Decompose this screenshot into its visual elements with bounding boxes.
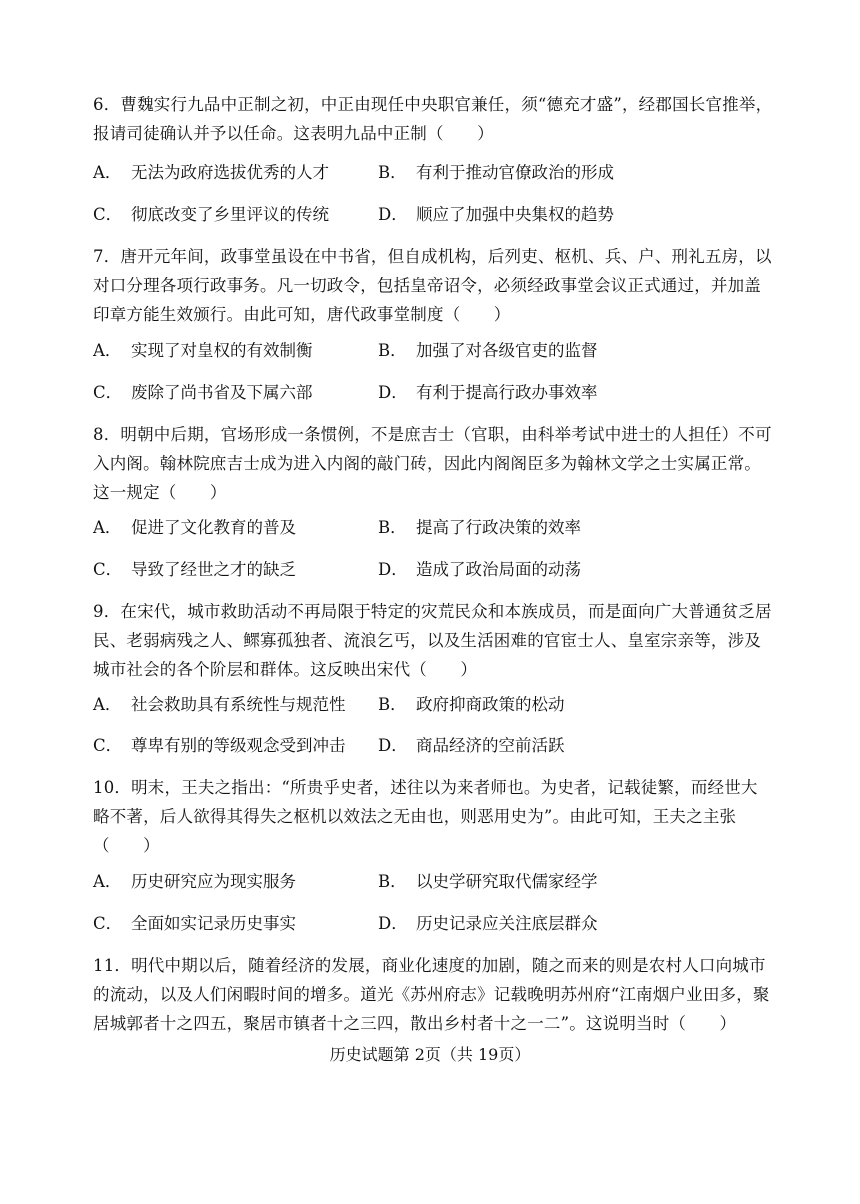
question-6 xyxy=(93,90,773,148)
question-9 xyxy=(93,597,773,684)
options-row xyxy=(93,909,773,938)
option-a[interactable]: A． 无法为政府选拔优秀的人才 xyxy=(93,163,329,182)
option-c[interactable]: C． 废除了尚书省及下属六部 xyxy=(93,383,313,402)
question-stem: 8．明朝中后期，官场形成一条惯例，不是庶吉士（官职，由科举考试中进士的人担任）不可入内阁。翰林院庶吉士成为进入内阁的敲门砖，因此内阁阁臣多为翰林文学之士实属正常。这一规定（ ） xyxy=(93,425,772,502)
option-d[interactable]: D． 造成了政治局面的动荡 xyxy=(378,560,581,579)
option-b[interactable]: B． 加强了对各级官吏的监督 xyxy=(378,341,598,360)
option-b[interactable]: B． 有利于推动官僚政治的形成 xyxy=(378,163,614,182)
option-d[interactable]: D． 商品经济的空前活跃 xyxy=(378,736,565,755)
option-a[interactable]: A． 实现了对皇权的有效制衡 xyxy=(93,341,313,360)
option-c[interactable]: C． 全面如实记录历史事实 xyxy=(93,914,296,933)
question-7 xyxy=(93,242,773,329)
question-11 xyxy=(93,951,773,1038)
question-stem: 11．明代中期以后，随着经济的发展，商业化速度的加剧，随之而来的则是农村人口向城市的流动，以及人们闲暇时间的增多。道光《苏州府志》记载晚明苏州府“江南烟户业田多，聚居城郭者十之四五，聚居市镇者十之三四，散出乡村者十之一二”。这说明当时（ ） xyxy=(93,956,770,1033)
options-row xyxy=(93,867,773,896)
question-10 xyxy=(93,773,773,860)
option-d[interactable]: D． 有利于提高行政办事效率 xyxy=(378,383,598,402)
options-row xyxy=(93,336,773,365)
option-d[interactable]: D． 历史记录应关注底层群众 xyxy=(378,914,598,933)
options-row xyxy=(93,378,773,407)
question-stem: 9．在宋代，城市救助活动不再局限于特定的灾荒民众和本族成员，而是面向广大普通贫乏居民、老弱病残之人、鳏寡孤独者、流浪乞丐，以及生活困难的官宦士人、皇室宗亲等，涉及城市社会的各个阶层和群体。这反映出宋代（ ） xyxy=(93,602,772,679)
option-a[interactable]: A． 历史研究应为现实服务 xyxy=(93,872,296,891)
question-stem: 7．唐开元年间，政事堂虽设在中书省，但自成机构，后列吏、枢机、兵、户、刑礼五房，以对口分理各项行政事务。凡一切政令，包括皇帝诏令，必须经政事堂会议正式通过，并加盖印章方能生效颁行。由此可知，唐代政事堂制度（ ） xyxy=(93,247,772,324)
options-row xyxy=(93,158,773,187)
options-row xyxy=(93,690,773,719)
option-b[interactable]: B． 提高了行政决策的效率 xyxy=(378,518,581,537)
option-a[interactable]: A． 社会救助具有系统性与规范性 xyxy=(93,695,346,714)
option-c[interactable]: C． 导致了经世之才的缺乏 xyxy=(93,560,296,579)
option-c[interactable]: C． 尊卑有别的等级观念受到冲击 xyxy=(93,736,346,755)
question-stem: 6．曹魏实行九品中正制之初，中正由现任中央职官兼任，须“德充才盛”，经郡国长官推举，报请司徒确认并予以任命。这表明九品中正制（ ） xyxy=(93,95,773,143)
option-d[interactable]: D． 顺应了加强中央集权的趋势 xyxy=(378,205,614,224)
question-8 xyxy=(93,420,773,507)
options-row xyxy=(93,555,773,584)
option-b[interactable]: B． 政府抑商政策的松动 xyxy=(378,695,565,714)
option-a[interactable]: A． 促进了文化教育的普及 xyxy=(93,518,296,537)
option-b[interactable]: B． 以史学研究取代儒家经学 xyxy=(378,872,598,891)
options-row xyxy=(93,513,773,542)
question-stem: 10．明末，王夫之指出：“所贵乎史者，述往以为来者师也。为史者，记载徒繁，而经世大略不著，后人欲得其得失之枢机以效法之无由也，则恶用史为”。由此可知，王夫之主张（ ） xyxy=(93,778,758,855)
options-row xyxy=(93,731,773,760)
option-c[interactable]: C． 彻底改变了乡里评议的传统 xyxy=(93,205,329,224)
options-row xyxy=(93,200,773,229)
page-footer: 历史试题第 2页（共 19页） xyxy=(329,1045,531,1064)
